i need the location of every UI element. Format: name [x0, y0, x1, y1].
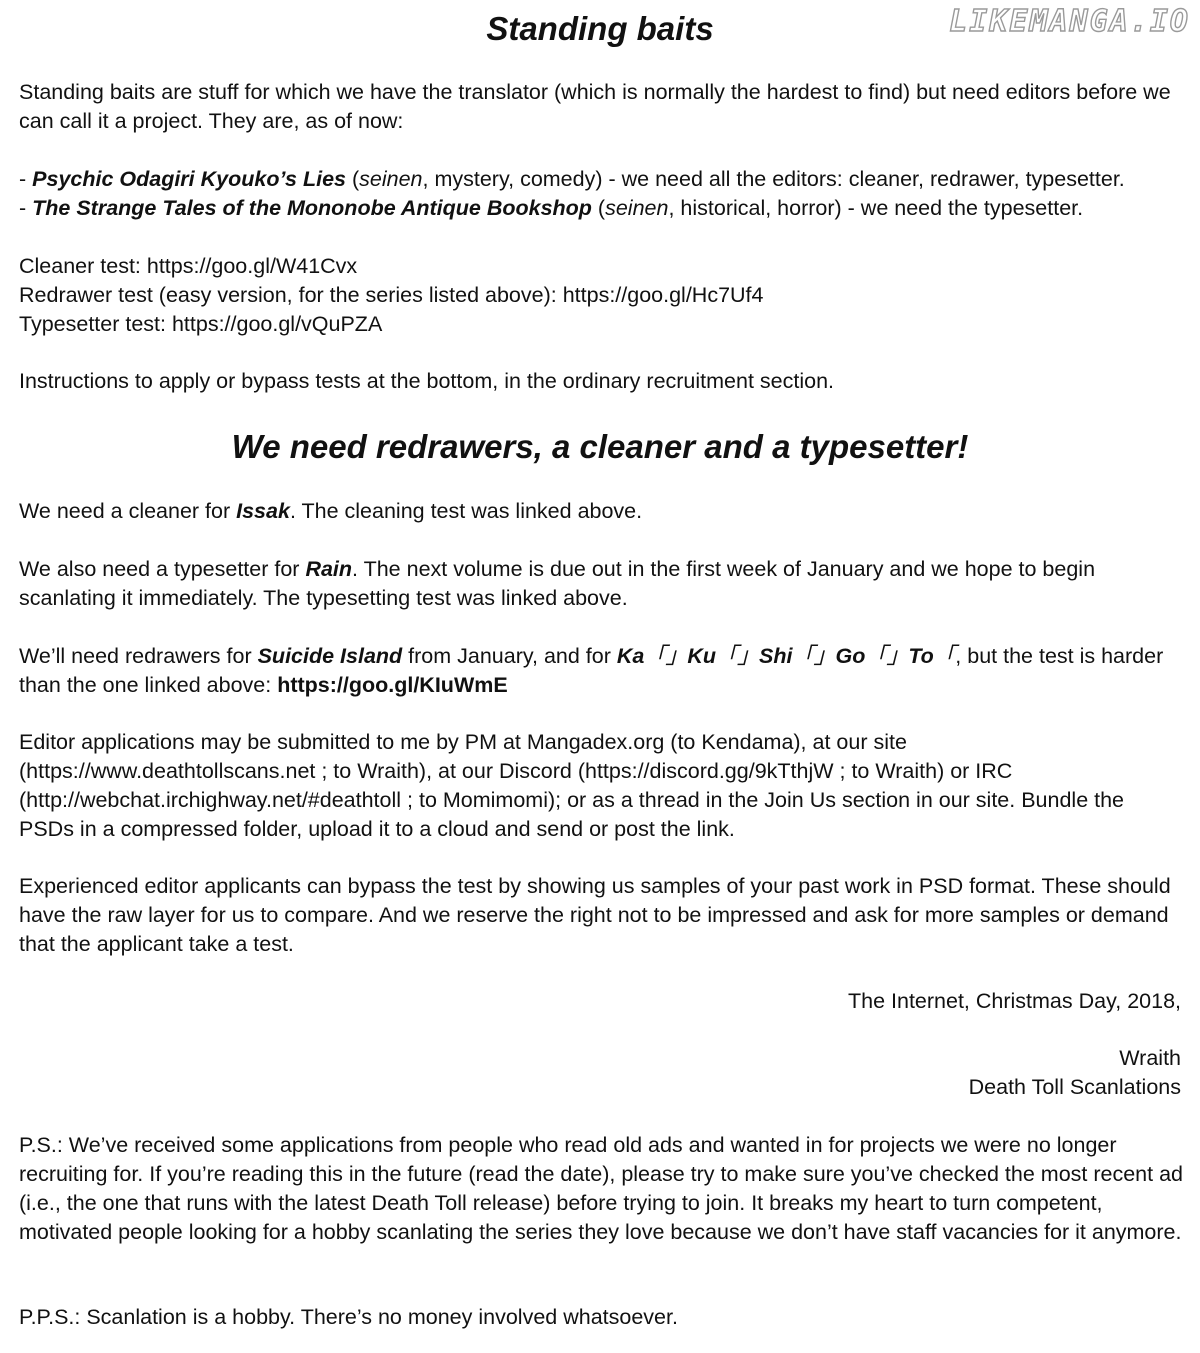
typesetter-need-paragraph: We also need a typesetter for Rain. The next volume is due out in the first week of January and we hope to begin scanlating it immediately. The typesetting test was linked above. — [19, 557, 1096, 610]
applications-paragraph: Editor applications may be submitted to me by PM at Mangadex.org (to Kendama), at our site (https://www.deathtollscans.net ; to Wraith), at our Discord (https://discord.gg/9kTthjW ; to Wraith) or IRC (http://webchat.irchighway.net/#deathtoll ; to Momimomi); or as a thread in the Join Us section in our site. Bundle the PSDs in a compressed folder, upload it to a cloud and send or post the link. — [19, 730, 1125, 841]
experienced-paragraph: Experienced editor applicants can bypass the test by showing us samples of your past work in PSD format. These should have the raw layer for us to compare. And we reserve the right not to be impressed and ask for more samples or demand that the applicant take a test. — [19, 874, 1171, 956]
redrawers-need-paragraph: We’ll need redrawers for Suicide Island from January, and for Ka「」Ku「」Shi「」Go「」To「, but the test is harder than the one linked above: https://goo.gl/KIuWmE — [19, 644, 1164, 697]
cleaner-test-line: Cleaner test: https://goo.gl/W41Cvx — [19, 254, 358, 278]
standing-baits-heading: Standing baits — [486, 10, 714, 47]
signature-group: Death Toll Scanlations — [968, 1075, 1181, 1099]
series-title: The Strange Tales of the Mononobe Antique Bookshop — [32, 196, 592, 220]
bait-item-odagiri: - Psychic Odagiri Kyouko’s Lies (seinen, mystery, comedy) - we need all the editors: cleaner, redrawer, typesetter. — [19, 167, 1125, 191]
series-title: Suicide Island — [257, 644, 403, 668]
series-title: Psychic Odagiri Kyouko’s Lies — [32, 167, 347, 191]
signature-name: Wraith — [1119, 1046, 1181, 1070]
we-need-heading: We need redrawers, a cleaner and a typesetter! — [231, 428, 969, 465]
series-title: Rain — [305, 557, 353, 581]
ps-paragraph: P.S.: We’ve received some applications from people who read old ads and wanted in for projects we were no longer recruiting for. If you’re reading this in the future (read the date), please try to make sure you’ve checked the most recent ad (i.e., the one that runs with the latest Death Toll release) before trying to join. It breaks my heart to turn competent, motivated people looking for a hobby scanlating the series they love because we don’t have staff vacancies for it anymore. — [19, 1133, 1184, 1244]
dateline: The Internet, Christmas Day, 2018, — [848, 989, 1181, 1013]
cleaner-need-paragraph: We need a cleaner for Issak. The cleaning test was linked above. — [19, 499, 643, 523]
standing-baits-intro: Standing baits are stuff for which we have the translator (which is normally the hardest to find) but need editors before we can call it a project. They are, as of now: — [19, 80, 1171, 133]
instructions-line: Instructions to apply or bypass tests at the bottom, in the ordinary recruitment section. — [19, 369, 835, 393]
series-title: Ka「」Ku「」Shi「」Go「」To「 — [616, 644, 956, 668]
pps-paragraph: P.P.S.: Scanlation is a hobby. There’s no money involved whatsoever. — [19, 1305, 678, 1329]
redrawer-test-line: Redrawer test (easy version, for the series listed above): https://goo.gl/Hc7Uf4 — [19, 283, 764, 307]
typesetter-test-line: Typesetter test: https://goo.gl/vQuPZA — [19, 312, 383, 336]
bait-item-mononobe: - The Strange Tales of the Mononobe Antique Bookshop (seinen, historical, horror) - we need the typesetter. — [19, 196, 1084, 220]
series-title: Issak — [236, 499, 290, 523]
redrawer-hard-test-link[interactable]: https://goo.gl/KIuWmE — [277, 673, 508, 697]
watermark-logo: LIKEMANGA.IO — [949, 4, 1190, 39]
